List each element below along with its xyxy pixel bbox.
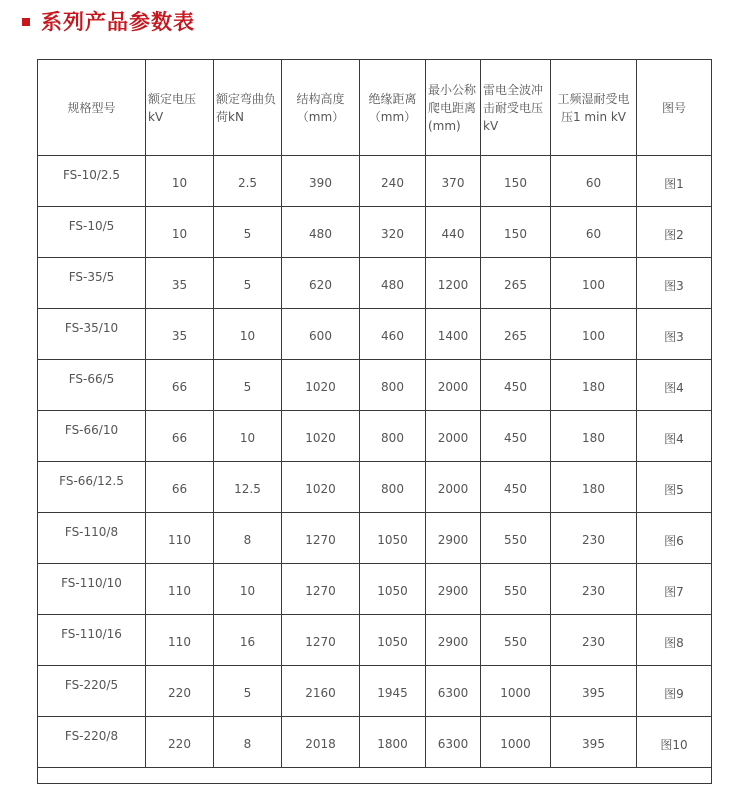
- cell-structure-height: 1020: [282, 462, 360, 513]
- cell-model: FS-10/2.5: [38, 156, 146, 207]
- table-footer-row: [38, 768, 712, 784]
- cell-figure-number: 图9: [637, 666, 712, 717]
- header-impulse-voltage: 雷电全波冲击耐受电压kV: [481, 60, 551, 156]
- cell-impulse-voltage: 265: [481, 309, 551, 360]
- table-row: [38, 360, 712, 411]
- cell-structure-height: 1270: [282, 564, 360, 615]
- cell-wet-withstand-voltage: 180: [551, 462, 637, 513]
- cell-wet-withstand-voltage: 60: [551, 156, 637, 207]
- cell-model: FS-110/10: [38, 564, 146, 615]
- cell-insulation-distance: 480: [360, 258, 426, 309]
- header-rated-voltage: 额定电压kV: [146, 60, 214, 156]
- cell-creepage-distance: 2000: [426, 411, 481, 462]
- table-row: [38, 564, 712, 615]
- cell-bending-load: 5: [214, 666, 282, 717]
- cell-creepage-distance: 6300: [426, 717, 481, 768]
- cell-bending-load: 8: [214, 717, 282, 768]
- cell-model: FS-10/5: [38, 207, 146, 258]
- cell-creepage-distance: 2900: [426, 513, 481, 564]
- cell-structure-height: 480: [282, 207, 360, 258]
- cell-impulse-voltage: 265: [481, 258, 551, 309]
- cell-rated-voltage: 10: [146, 156, 214, 207]
- table-row: [38, 258, 712, 309]
- cell-creepage-distance: 2000: [426, 462, 481, 513]
- cell-impulse-voltage: 450: [481, 360, 551, 411]
- cell-impulse-voltage: 150: [481, 156, 551, 207]
- cell-wet-withstand-voltage: 60: [551, 207, 637, 258]
- cell-creepage-distance: 1400: [426, 309, 481, 360]
- cell-figure-number: 图3: [637, 309, 712, 360]
- table-row: [38, 717, 712, 768]
- cell-figure-number: 图4: [637, 360, 712, 411]
- cell-model: FS-110/16: [38, 615, 146, 666]
- table-row: [38, 207, 712, 258]
- table-footer-cell: [38, 768, 712, 784]
- cell-figure-number: 图3: [637, 258, 712, 309]
- section-title: 系列产品参数表: [41, 10, 195, 34]
- cell-model: FS-35/10: [38, 309, 146, 360]
- parameter-table: [37, 59, 712, 784]
- cell-structure-height: 1020: [282, 360, 360, 411]
- bullet-square-icon: [22, 18, 30, 26]
- cell-insulation-distance: 800: [360, 462, 426, 513]
- cell-structure-height: 390: [282, 156, 360, 207]
- cell-wet-withstand-voltage: 180: [551, 360, 637, 411]
- cell-creepage-distance: 440: [426, 207, 481, 258]
- cell-wet-withstand-voltage: 180: [551, 411, 637, 462]
- cell-figure-number: 图2: [637, 207, 712, 258]
- cell-bending-load: 5: [214, 207, 282, 258]
- cell-wet-withstand-voltage: 230: [551, 615, 637, 666]
- cell-creepage-distance: 370: [426, 156, 481, 207]
- cell-creepage-distance: 2900: [426, 564, 481, 615]
- header-model: 规格型号: [38, 60, 146, 156]
- cell-structure-height: 1270: [282, 513, 360, 564]
- cell-structure-height: 1270: [282, 615, 360, 666]
- cell-rated-voltage: 10: [146, 207, 214, 258]
- table-row: [38, 309, 712, 360]
- cell-figure-number: 图1: [637, 156, 712, 207]
- cell-figure-number: 图8: [637, 615, 712, 666]
- cell-insulation-distance: 240: [360, 156, 426, 207]
- cell-impulse-voltage: 550: [481, 615, 551, 666]
- cell-structure-height: 620: [282, 258, 360, 309]
- cell-figure-number: 图4: [637, 411, 712, 462]
- header-structure-height: 结构高度（mm）: [282, 60, 360, 156]
- table-row: [38, 513, 712, 564]
- cell-insulation-distance: 800: [360, 360, 426, 411]
- cell-bending-load: 5: [214, 360, 282, 411]
- cell-wet-withstand-voltage: 395: [551, 717, 637, 768]
- cell-bending-load: 2.5: [214, 156, 282, 207]
- cell-impulse-voltage: 1000: [481, 666, 551, 717]
- cell-bending-load: 5: [214, 258, 282, 309]
- cell-rated-voltage: 66: [146, 360, 214, 411]
- header-wet-withstand-voltage: 工频湿耐受电压1 min kV: [551, 60, 637, 156]
- cell-structure-height: 1020: [282, 411, 360, 462]
- cell-model: FS-220/8: [38, 717, 146, 768]
- cell-impulse-voltage: 1000: [481, 717, 551, 768]
- cell-figure-number: 图6: [637, 513, 712, 564]
- cell-creepage-distance: 1200: [426, 258, 481, 309]
- cell-rated-voltage: 110: [146, 513, 214, 564]
- cell-insulation-distance: 1050: [360, 615, 426, 666]
- table-row: [38, 411, 712, 462]
- cell-rated-voltage: 110: [146, 564, 214, 615]
- cell-structure-height: 600: [282, 309, 360, 360]
- cell-model: FS-66/12.5: [38, 462, 146, 513]
- cell-impulse-voltage: 150: [481, 207, 551, 258]
- cell-bending-load: 10: [214, 411, 282, 462]
- header-figure-number: 图号: [637, 60, 712, 156]
- table-row: [38, 462, 712, 513]
- cell-bending-load: 8: [214, 513, 282, 564]
- cell-model: FS-66/5: [38, 360, 146, 411]
- cell-rated-voltage: 220: [146, 666, 214, 717]
- cell-bending-load: 10: [214, 564, 282, 615]
- cell-wet-withstand-voltage: 230: [551, 564, 637, 615]
- cell-rated-voltage: 66: [146, 411, 214, 462]
- cell-figure-number: 图10: [637, 717, 712, 768]
- cell-insulation-distance: 320: [360, 207, 426, 258]
- cell-insulation-distance: 1945: [360, 666, 426, 717]
- cell-impulse-voltage: 450: [481, 462, 551, 513]
- cell-model: FS-35/5: [38, 258, 146, 309]
- cell-insulation-distance: 1050: [360, 564, 426, 615]
- cell-bending-load: 12.5: [214, 462, 282, 513]
- header-insulation-distance: 绝缘距离（mm）: [360, 60, 426, 156]
- cell-wet-withstand-voltage: 100: [551, 258, 637, 309]
- cell-rated-voltage: 35: [146, 258, 214, 309]
- cell-model: FS-66/10: [38, 411, 146, 462]
- header-creepage-distance: 最小公称爬电距离(mm): [426, 60, 481, 156]
- cell-creepage-distance: 2900: [426, 615, 481, 666]
- cell-bending-load: 16: [214, 615, 282, 666]
- cell-rated-voltage: 110: [146, 615, 214, 666]
- cell-figure-number: 图5: [637, 462, 712, 513]
- cell-structure-height: 2160: [282, 666, 360, 717]
- cell-insulation-distance: 1050: [360, 513, 426, 564]
- cell-wet-withstand-voltage: 100: [551, 309, 637, 360]
- header-bending-load: 额定弯曲负荷kN: [214, 60, 282, 156]
- cell-impulse-voltage: 550: [481, 513, 551, 564]
- cell-impulse-voltage: 550: [481, 564, 551, 615]
- cell-creepage-distance: 2000: [426, 360, 481, 411]
- cell-rated-voltage: 220: [146, 717, 214, 768]
- table-header-row: [38, 60, 712, 156]
- cell-structure-height: 2018: [282, 717, 360, 768]
- cell-rated-voltage: 66: [146, 462, 214, 513]
- cell-insulation-distance: 800: [360, 411, 426, 462]
- cell-insulation-distance: 460: [360, 309, 426, 360]
- cell-model: FS-220/5: [38, 666, 146, 717]
- table-row: [38, 156, 712, 207]
- cell-creepage-distance: 6300: [426, 666, 481, 717]
- cell-insulation-distance: 1800: [360, 717, 426, 768]
- cell-bending-load: 10: [214, 309, 282, 360]
- table-row: [38, 615, 712, 666]
- cell-wet-withstand-voltage: 395: [551, 666, 637, 717]
- cell-wet-withstand-voltage: 230: [551, 513, 637, 564]
- cell-rated-voltage: 35: [146, 309, 214, 360]
- cell-figure-number: 图7: [637, 564, 712, 615]
- cell-model: FS-110/8: [38, 513, 146, 564]
- table-row: [38, 666, 712, 717]
- cell-impulse-voltage: 450: [481, 411, 551, 462]
- section-heading: [22, 6, 195, 36]
